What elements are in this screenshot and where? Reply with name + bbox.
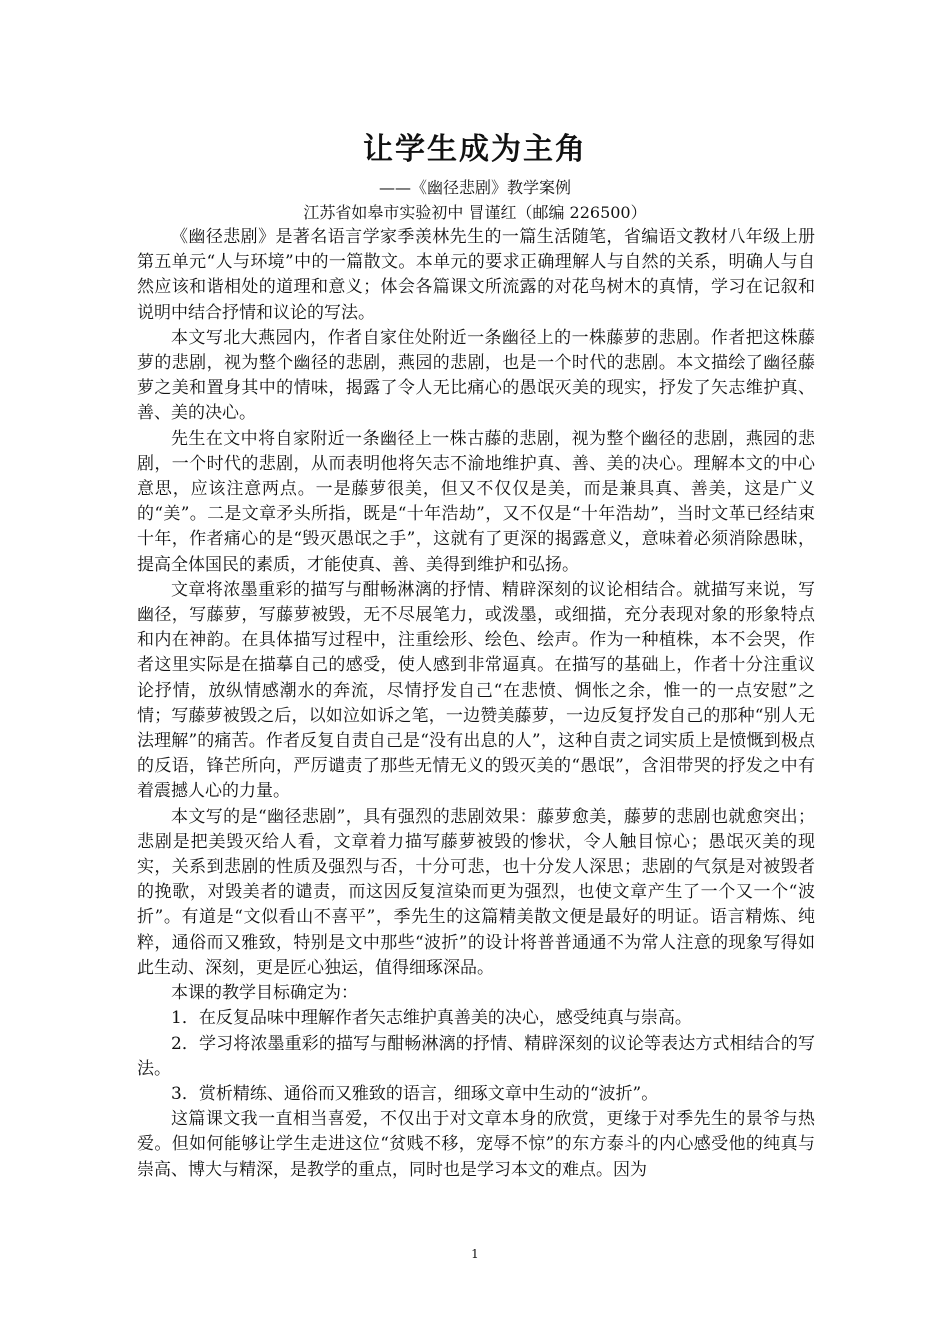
article-body (137, 225, 815, 1183)
objective-item: 1．在反复品味中理解作者矢志维护真善美的决心，感受纯真与崇高。 (171, 1008, 692, 1029)
objectives-intro: 本课的教学目标确定为： (171, 983, 358, 1004)
objective-item: 3．赏析精练、通俗而又雅致的语言，细琢文章中生动的“波折”。 (171, 1083, 659, 1104)
page-number: 1 (471, 1247, 479, 1261)
paragraph: 《幽径悲剧》是著名语言学家季羡林先生的一篇生活随笔，省编语文教材八年级上册第五单元“人与环境”中的一篇散文。本单元的要求正确理解人与自然的关系，明确人与自然应该和谐相处的道理和意义；体会各篇课文所流露的对花鸟树木的真情，学习在记叙和说明中结合抒情和议论的写法。 (137, 227, 815, 323)
document-subtitle: ——《幽径悲剧》教学案例 (378, 178, 571, 197)
objective-item: 2．学习将浓墨重彩的描写与酣畅淋漓的抒情、精辟深刻的议论等表达方式相结合的写法。 (137, 1033, 815, 1079)
paragraph: 本文写北大燕园内，作者自家住处附近一条幽径上的一株藤萝的悲剧。作者把这株藤萝的悲剧，视为整个幽径的悲剧，燕园的悲剧，也是一个时代的悲剧。本文描绘了幽径藤萝之美和置身其中的情味，揭露了令人无比痛心的愚氓灭美的现实，抒发了矢志维护真、善、美的决心。 (137, 327, 815, 424)
paragraph: 这篇课文我一直相当喜爱，不仅出于对文章本身的欣赏，更缘于对季先生的景爷与热爱。但如何能够让学生走进这位“贫贱不移，宠辱不惊”的东方泰斗的内心感受他的纯真与崇高、博大与精深，是教学的重点，同时也是学习本文的难点。因为 (137, 1109, 815, 1180)
paragraph: 先生在文中将自家附近一条幽径上一株古藤的悲剧，视为整个幽径的悲剧，燕园的悲剧，一个时代的悲剧，从而表明他将矢志不渝地维护真、善、美的决心。理解本文的中心意思，应该注意两点。一是藤萝很美，但又不仅仅是美，而是兼具真、善美，这是广义的“美”。二是文章矛头所指，既是“十年浩劫”，又不仅是“十年浩劫”，当时文革已经结束十年，作者痛心的是“毁灭愚氓之手”，这就有了更深的揭露意义，意味着必须消除愚昧，提高全体国民的素质，才能使真、善、美得到维护和弘扬。 (137, 428, 815, 575)
document-title: 让学生成为主角 (363, 132, 587, 167)
paragraph: 本文写的是“幽径悲剧”，具有强烈的悲剧效果：藤萝愈美，藤萝的悲剧也就愈突出；悲剧是把美毁灭给人看，文章着力描写藤萝被毁的惨状，令人触目惊心；愚氓灭美的现实，关系到悲剧的性质及强烈与否，十分可悲，也十分发人深思；悲剧的气氛是对被毁者的挽歌，对毁美者的谴责，而这因反复渲染而更为强烈，也使文章产生了一个又一个“波折”。有道是“文似看山不喜平”，季先生的这篇精美散文便是最好的明证。语言精炼、纯粹，通俗而又雅致，特别是文中那些“波折”的设计将普普通通不为常人注意的现象写得如此生动、深刻，更是匠心独运，值得细琢深品。 (137, 806, 815, 978)
paragraph: 文章将浓墨重彩的描写与酣畅淋漓的抒情、精辟深刻的议论相结合。就描写来说，写幽径，写藤萝，写藤萝被毁，无不尽展笔力，或泼墨，或细描，充分表现对象的形象特点和内在神韵。在具体描写过程中，注重绘形、绘色、绘声。作为一种植株，本不会哭，作者这里实际是在描摹自己的感受，使人感到非常逼真。在描写的基础上，作者十分注重议论抒情，放纵情感潮水的奔流，尽情抒发自己“在悲愤、惆怅之余，惟一的一点安慰”之情；写藤萝被毁之后，以如泣如诉之笔，一边赞美藤萝，一边反复抒发自己的那种“别人无法理解”的痛苦。作者反复自责自己是“没有出息的人”，这种自责之词实质上是愤慨到极点的反语，锋芒所向，严厉谴责了那些无情无义的毁灭美的“愚氓”，含泪带哭的抒发之中有着震撼人心的力量。 (137, 579, 815, 802)
author-line: 江苏省如皋市实验初中 冒谨红（邮编 226500） (303, 203, 647, 222)
